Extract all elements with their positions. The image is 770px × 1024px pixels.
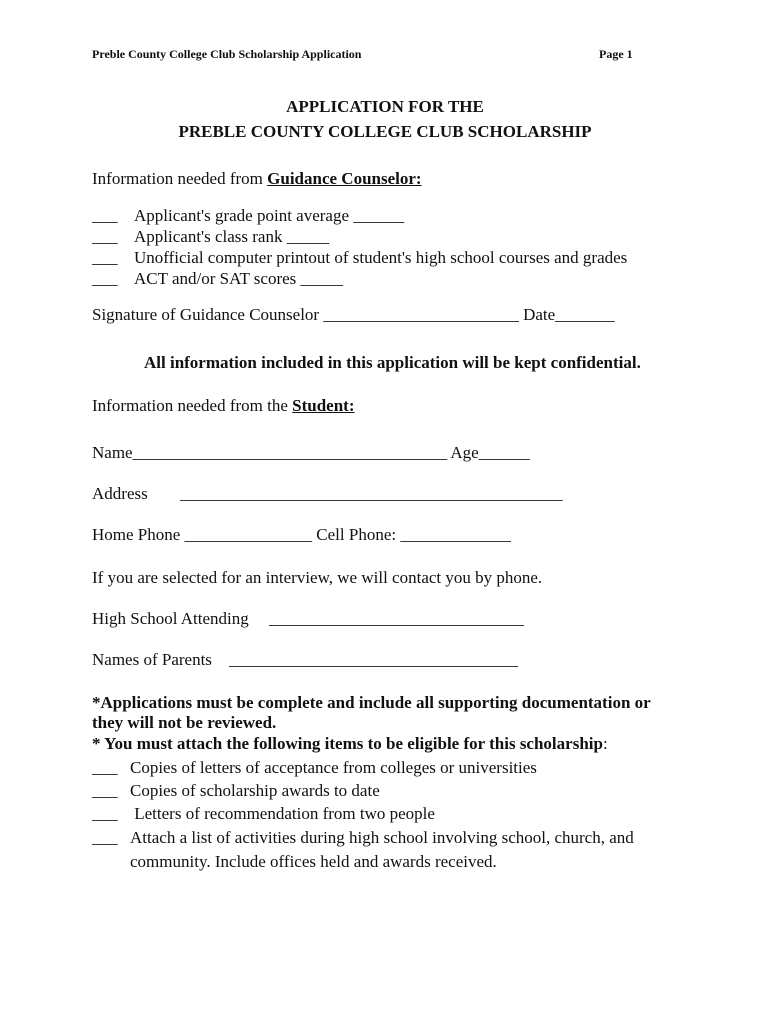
attachments-note-text: * You must attach the following items to be eligible for this scholarship bbox=[92, 734, 603, 753]
check-blank: ___ bbox=[92, 206, 118, 225]
checklist-item-label: Letters of recommendation from two people bbox=[130, 804, 435, 823]
header-title: Preble County College Club Scholarship Application bbox=[92, 47, 362, 61]
document-title-line-2: PREBLE COUNTY COLLEGE CLUB SCHOLARSHIP bbox=[178, 122, 592, 141]
phone-fields[interactable]: Home Phone _______________ Cell Phone: _____________ bbox=[92, 525, 511, 544]
attachment-item-continuation: community. Include offices held and awards received. bbox=[130, 852, 497, 871]
check-blank: ___ bbox=[92, 828, 118, 847]
high-school-field[interactable]: ______________________________ bbox=[269, 609, 524, 628]
confidential-notice: All information included in this application will be kept confidential. bbox=[144, 353, 641, 372]
address-field[interactable]: _____________________________________________ bbox=[180, 484, 563, 503]
counselor-checklist-item[interactable] bbox=[92, 269, 343, 289]
counselor-checklist-item[interactable] bbox=[92, 206, 404, 226]
name-age-field[interactable]: Name_____________________________________ Age______ bbox=[92, 443, 530, 462]
student-intro: Information needed from the bbox=[92, 396, 293, 415]
counselor-section-heading bbox=[92, 169, 422, 189]
student-label: Student: bbox=[292, 396, 355, 415]
check-blank: ___ bbox=[92, 227, 118, 246]
student-section-heading bbox=[92, 396, 355, 416]
counselor-checklist-item[interactable] bbox=[92, 248, 627, 268]
check-blank: ___ bbox=[92, 781, 118, 800]
attachment-checklist-item[interactable] bbox=[92, 781, 380, 801]
checklist-item-label: Copies of scholarship awards to date bbox=[130, 781, 380, 800]
check-blank: ___ bbox=[92, 248, 118, 267]
completeness-note-line-1: *Applications must be complete and include all supporting documentation or bbox=[92, 693, 651, 712]
check-blank: ___ bbox=[92, 758, 118, 777]
parents-label: Names of Parents bbox=[92, 650, 212, 669]
checklist-item-label: Applicant's grade point average ______ bbox=[134, 206, 405, 225]
attachments-note bbox=[92, 734, 608, 754]
high-school-label: High School Attending bbox=[92, 609, 249, 628]
parents-field[interactable]: __________________________________ bbox=[229, 650, 518, 669]
attachments-note-colon: : bbox=[602, 734, 608, 753]
checklist-item-label: Unofficial computer printout of student's high school courses and grades bbox=[134, 248, 628, 267]
completeness-note-line-2: they will not be reviewed. bbox=[92, 713, 277, 732]
check-blank: ___ bbox=[92, 804, 118, 823]
check-blank: ___ bbox=[92, 269, 118, 288]
interview-note: If you are selected for an interview, we will contact you by phone. bbox=[92, 568, 543, 587]
document-title-line-1: APPLICATION FOR THE bbox=[286, 97, 484, 116]
checklist-item-label: Attach a list of activities during high school involving school, church, and bbox=[130, 828, 634, 847]
page-number: Page 1 bbox=[599, 47, 633, 61]
counselor-intro: Information needed from bbox=[92, 169, 268, 188]
attachment-checklist-item[interactable] bbox=[92, 758, 537, 778]
address-label: Address bbox=[92, 484, 148, 503]
counselor-label: Guidance Counselor: bbox=[267, 169, 422, 188]
counselor-checklist-item[interactable] bbox=[92, 227, 329, 247]
checklist-item-label: Copies of letters of acceptance from colleges or universities bbox=[130, 758, 537, 777]
checklist-item-label: ACT and/or SAT scores _____ bbox=[134, 269, 344, 288]
attachment-checklist-item[interactable] bbox=[92, 828, 634, 848]
attachment-checklist-item[interactable] bbox=[92, 804, 435, 824]
counselor-signature-field[interactable]: Signature of Guidance Counselor _______________________ Date_______ bbox=[92, 305, 615, 324]
checklist-item-label: Applicant's class rank _____ bbox=[134, 227, 330, 246]
